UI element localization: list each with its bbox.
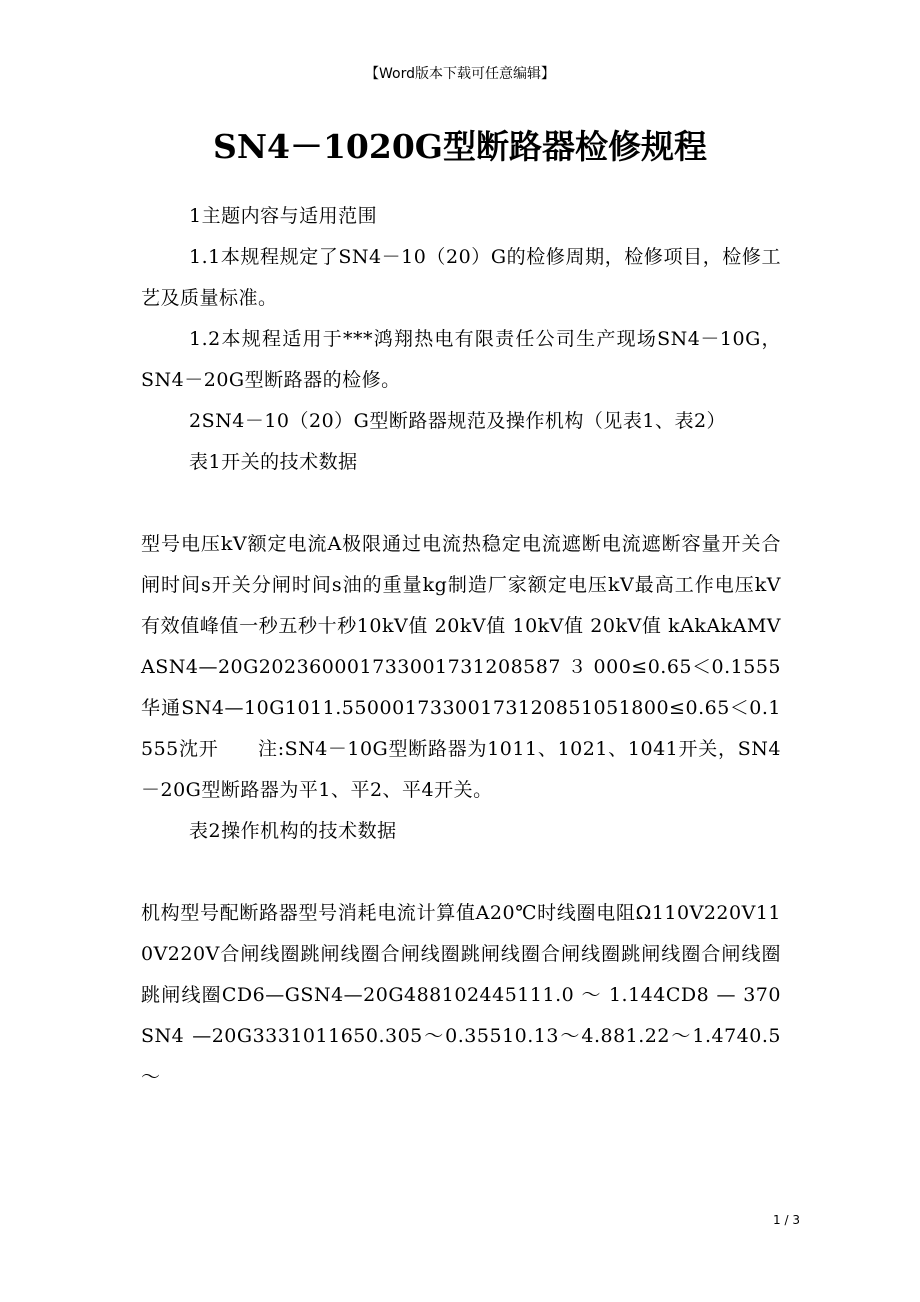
document-body bbox=[141, 196, 781, 1098]
table-1-content: 型号电压kV额定电流A极限通过电流热稳定电流遮断电流遮断容量开关合闸时间s开关分闸时间s油的重量kg制造厂家额定电压kV最高工作电压kV有效值峰值一秒五秒十秒10kV值 20kV值 10kV值 20kV值 kAkAkAMVASN4—20G202360001733001731208587３000≤0.65＜0.1555华通SN4—10G1011.55000173300173120851051800≤0.65＜0.1555沈开 注:SN4－10G型断路器为1011、1021、1041开关，SN4－20G型断路器为平1、平2、平4开关。 bbox=[141, 533, 781, 801]
table-2-content: 机构型号配断路器型号消耗电流计算值A20℃时线圈电阻Ω110V220V110V220V合闸线圈跳闸线圈合闸线圈跳闸线圈合闸线圈跳闸线圈合闸线圈跳闸线圈CD6—GSN4—20G488102445111.0 ～ 1.144CD8 — 370SN4 —20G3331011650.305～0.35510.13～4.881.22～1.4740.5～ bbox=[141, 902, 781, 1088]
table-1-caption: 表1开关的技术数据 bbox=[189, 451, 358, 473]
section-2-heading: 2SN4－10（20）G型断路器规范及操作机构（见表1、表2） bbox=[189, 410, 727, 432]
table-2-caption: 表2操作机构的技术数据 bbox=[189, 820, 397, 842]
page-number: 1 / 3 bbox=[773, 1213, 800, 1227]
paragraph-1-1: 1.1本规程规定了SN4－10（20）G的检修周期，检修项目，检修工艺及质量标准。 bbox=[141, 246, 781, 309]
document-title: SN4－1020G型断路器检修规程 bbox=[213, 127, 707, 166]
header-banner: 【Word版本下载可任意编辑】 bbox=[365, 66, 555, 82]
section-1-heading: 1主题内容与适用范围 bbox=[189, 205, 378, 227]
paragraph-1-2: 1.2本规程适用于***鸿翔热电有限责任公司生产现场SN4－10G，SN4－20G型断路器的检修。 bbox=[141, 328, 781, 391]
